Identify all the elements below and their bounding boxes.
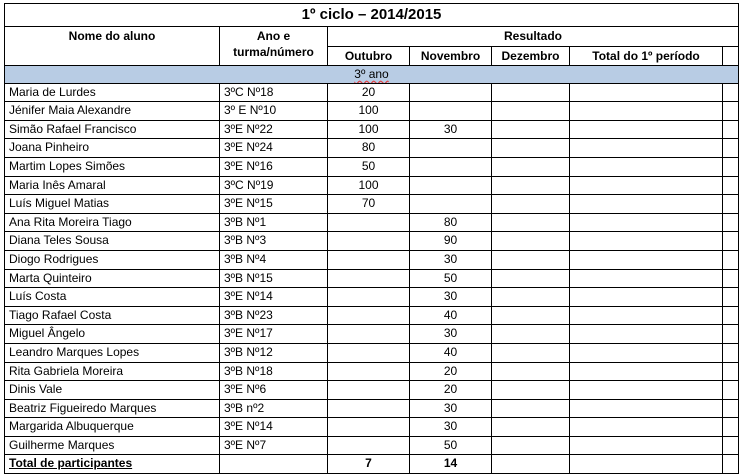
november-score: 50 (410, 436, 492, 455)
october-score: 100 (328, 102, 410, 121)
table-title: 1º ciclo – 2014/2015 (5, 4, 739, 27)
blank-cell (723, 381, 739, 400)
october-score (328, 213, 410, 232)
student-name: Luís Miguel Matias (5, 195, 220, 214)
november-score: 20 (410, 381, 492, 400)
participants-sheet (4, 3, 738, 474)
student-name: Joana Pinheiro (5, 139, 220, 158)
total-period-score (570, 176, 723, 195)
december-score (492, 120, 570, 139)
total-period-score (570, 102, 723, 121)
total-period-score (570, 436, 723, 455)
header-blank (723, 46, 739, 65)
student-class: 3ºC Nº19 (220, 176, 328, 195)
student-class: 3ºE Nº15 (220, 195, 328, 214)
student-name: Marta Quinteiro (5, 269, 220, 288)
student-name: Maria Inês Amaral (5, 176, 220, 195)
blank-cell (723, 418, 739, 437)
october-score (328, 288, 410, 307)
december-score (492, 288, 570, 307)
blank-cell (723, 195, 739, 214)
total-period-score (570, 343, 723, 362)
october-score (328, 250, 410, 269)
total-period-score (570, 83, 723, 102)
total-period-score (570, 232, 723, 251)
november-score (410, 176, 492, 195)
table-row (5, 399, 739, 418)
student-name: Dinis Vale (5, 381, 220, 400)
student-name: Jénifer Maia Alexandre (5, 102, 220, 121)
student-name: Martim Lopes Simões (5, 157, 220, 176)
table-row (5, 176, 739, 195)
table-row (5, 288, 739, 307)
total-period-score (570, 269, 723, 288)
table-row (5, 325, 739, 344)
november-score: 40 (410, 306, 492, 325)
student-class: 3ºB Nº1 (220, 213, 328, 232)
student-name: Leandro Marques Lopes (5, 343, 220, 362)
october-score (328, 232, 410, 251)
total-period-score (570, 195, 723, 214)
total-period-score (570, 213, 723, 232)
december-score (492, 362, 570, 381)
student-class: 3ºB Nº3 (220, 232, 328, 251)
student-class: 3ºB Nº18 (220, 362, 328, 381)
student-class: 3ºE Nº24 (220, 139, 328, 158)
blank-cell (723, 176, 739, 195)
student-name: Margarida Albuquerque (5, 418, 220, 437)
table-body (5, 83, 739, 455)
student-class: 3ºB Nº12 (220, 343, 328, 362)
student-class: 3ºB nº2 (220, 399, 328, 418)
section-label: 3º ano (354, 66, 389, 81)
november-score: 30 (410, 250, 492, 269)
total-period-score (570, 120, 723, 139)
total-period-score (570, 418, 723, 437)
november-score: 20 (410, 362, 492, 381)
november-score (410, 157, 492, 176)
november-score (410, 195, 492, 214)
student-name: Ana Rita Moreira Tiago (5, 213, 220, 232)
table-row (5, 83, 739, 102)
total-period-score (570, 381, 723, 400)
student-class: 3ºB Nº4 (220, 250, 328, 269)
blank-cell (723, 157, 739, 176)
header-class (220, 27, 328, 66)
total-period-score (570, 157, 723, 176)
header-class-line2: turma/número (233, 45, 314, 59)
student-name: Beatriz Figueiredo Marques (5, 399, 220, 418)
october-score (328, 325, 410, 344)
october-score (328, 436, 410, 455)
december-score (492, 102, 570, 121)
blank-cell (723, 139, 739, 158)
student-class: 3ºE Nº14 (220, 288, 328, 307)
total-october: 7 (328, 455, 410, 474)
student-name: Maria de Lurdes (5, 83, 220, 102)
december-score (492, 250, 570, 269)
student-name: Rita Gabriela Moreira (5, 362, 220, 381)
student-class: 3ºE Nº7 (220, 436, 328, 455)
section-row (5, 65, 739, 83)
student-class: 3ºB Nº15 (220, 269, 328, 288)
november-score: 90 (410, 232, 492, 251)
student-class: 3ºE Nº6 (220, 381, 328, 400)
november-score: 40 (410, 343, 492, 362)
december-score (492, 325, 570, 344)
blank-cell (723, 232, 739, 251)
october-score (328, 269, 410, 288)
student-class: 3ºE Nº14 (220, 418, 328, 437)
table-row (5, 213, 739, 232)
november-score: 50 (410, 269, 492, 288)
student-class: 3ºC Nº18 (220, 83, 328, 102)
table-row (5, 102, 739, 121)
results-table (4, 3, 739, 474)
header-name: Nome do aluno (5, 27, 220, 66)
blank-cell (723, 306, 739, 325)
blank-cell (723, 288, 739, 307)
november-score: 30 (410, 418, 492, 437)
blank-cell (723, 399, 739, 418)
blank-cell (723, 83, 739, 102)
total-period-score (570, 288, 723, 307)
december-score (492, 195, 570, 214)
blank-cell (723, 343, 739, 362)
october-score (328, 399, 410, 418)
student-name: Diogo Rodrigues (5, 250, 220, 269)
december-score (492, 418, 570, 437)
table-row (5, 381, 739, 400)
october-score (328, 306, 410, 325)
october-score (328, 343, 410, 362)
november-score (410, 139, 492, 158)
total-period-score (570, 399, 723, 418)
december-score (492, 232, 570, 251)
total-november: 14 (410, 455, 492, 474)
december-score (492, 436, 570, 455)
header-november: Novembro (410, 46, 492, 65)
october-score: 50 (328, 157, 410, 176)
table-row (5, 120, 739, 139)
student-class: 3ºE Nº17 (220, 325, 328, 344)
october-score: 20 (328, 83, 410, 102)
blank-cell (723, 325, 739, 344)
blank-cell (723, 213, 739, 232)
student-name: Guilherme Marques (5, 436, 220, 455)
november-score: 30 (410, 399, 492, 418)
october-score: 100 (328, 120, 410, 139)
december-score (492, 213, 570, 232)
blank-cell (723, 120, 739, 139)
blank-cell (723, 250, 739, 269)
table-row (5, 418, 739, 437)
student-name: Simão Rafael Francisco (5, 120, 220, 139)
student-name: Tiago Rafael Costa (5, 306, 220, 325)
table-row (5, 250, 739, 269)
blank-cell (723, 102, 739, 121)
total-label: Total de participantes (5, 455, 220, 474)
november-score (410, 102, 492, 121)
header-december: Dezembro (492, 46, 570, 65)
header-october: Outubro (328, 46, 410, 65)
december-score (492, 83, 570, 102)
december-score (492, 269, 570, 288)
december-score (492, 381, 570, 400)
table-row (5, 139, 739, 158)
december-score (492, 343, 570, 362)
december-score (492, 176, 570, 195)
table-row (5, 306, 739, 325)
october-score (328, 362, 410, 381)
student-class: 3ºE Nº22 (220, 120, 328, 139)
table-row (5, 436, 739, 455)
december-score (492, 157, 570, 176)
december-score (492, 139, 570, 158)
table-row (5, 343, 739, 362)
november-score: 30 (410, 120, 492, 139)
november-score: 30 (410, 288, 492, 307)
student-class: 3ºE Nº16 (220, 157, 328, 176)
total-period-score (570, 362, 723, 381)
student-name: Diana Teles Sousa (5, 232, 220, 251)
header-total-period: Total do 1º período (570, 46, 723, 65)
october-score: 70 (328, 195, 410, 214)
total-period-score (570, 325, 723, 344)
october-score (328, 418, 410, 437)
blank-cell (723, 436, 739, 455)
october-score: 80 (328, 139, 410, 158)
header-class-line1: Ano e (256, 29, 291, 43)
november-score (410, 83, 492, 102)
student-name: Miguel Ângelo (5, 325, 220, 344)
table-row (5, 157, 739, 176)
october-score (328, 381, 410, 400)
blank-cell (723, 269, 739, 288)
student-name: Luís Costa (5, 288, 220, 307)
october-score: 100 (328, 176, 410, 195)
table-row (5, 362, 739, 381)
table-row (5, 269, 739, 288)
blank-cell (723, 362, 739, 381)
total-period-score (570, 139, 723, 158)
header-result: Resultado (328, 27, 739, 47)
table-row (5, 195, 739, 214)
table-row (5, 232, 739, 251)
total-period-score (570, 250, 723, 269)
student-class: 3º E Nº10 (220, 102, 328, 121)
december-score (492, 306, 570, 325)
november-score: 80 (410, 213, 492, 232)
total-period-score (570, 306, 723, 325)
december-score (492, 399, 570, 418)
november-score: 30 (410, 325, 492, 344)
student-class: 3ºB Nº23 (220, 306, 328, 325)
